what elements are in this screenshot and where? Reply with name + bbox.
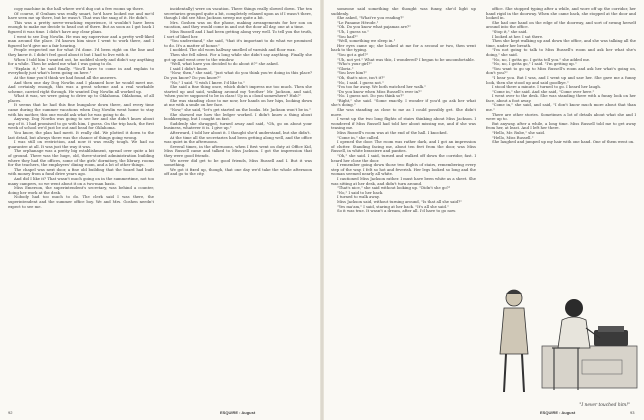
paragraph: Miss Jackson said, without turning around, "Is that all she said?" <box>337 198 462 204</box>
paragraph: She asked, "What're you reading?" <box>337 15 405 21</box>
paragraph: We got it fixed up, though, that one day we'd take the whole afternoon off and go to the city. <box>164 166 312 177</box>
paragraph: "You got a girl?" <box>337 51 369 57</box>
paragraph: "Oh, that's nice, isn't it?" <box>337 74 386 80</box>
paragraph: "No, no, I gotta go," I said. "I'm getting up." <box>492 61 577 67</box>
paragraph: I went up the two long flights of stairs thinking about Miss Jackson. I wondered if Miss Russell had told her about missing me, and if she was teasing me. <box>331 116 476 131</box>
paragraph: "Uh, I guess so." <box>337 28 369 34</box>
paragraph: I remember going down those two flights of stairs, remembering every step of the way. I felt so hot and feverish. Her legs looked so long and the woman seemed nearly all white. <box>331 162 476 177</box>
paragraph: "Oh. Do you know what pajamas are?" <box>337 24 411 30</box>
paragraph: "I'm not going to talk to Miss Russell's room and ask her what she's doing," she said. <box>486 47 636 57</box>
gutter <box>320 0 324 420</box>
paragraph: But anyway, after a while, a long time. Miss Russell told me to get away from her, at least. And I left her there. <box>486 120 636 131</box>
paragraph: "Hello, Mr. Rube," she said. <box>492 130 546 136</box>
paragraph: Miss Emerson, the superintendent's secretary, was behind a counter, doing her work at the desk. <box>8 185 154 195</box>
paragraph: She was standing as close to me as I could possibly get. She didn't move. <box>331 107 476 117</box>
paragraph: Of course, if Graham was really smart, he'd have looked me and me'd have seen me up there, but he wasn't. That was the snag of it. He didn't. <box>8 10 154 21</box>
paragraph: copy machine in the hall where we'd dug out a few rooms up there. <box>14 7 145 11</box>
paragraph: "Hello, Miss Russell." <box>492 134 534 140</box>
paragraph: "You love him?" <box>337 70 368 76</box>
text-column-3 <box>331 7 476 407</box>
paragraph: "No, I said. I guess not." <box>337 79 384 85</box>
paragraph: Then she kept walking up and down the office, and she was talking all the time, under her breath. <box>486 38 636 48</box>
desk <box>542 346 637 388</box>
paragraph: The chapel was next door, a fine old building that the board had built with money from a fund drive years ago. <box>8 166 154 177</box>
paragraph: I went over to the desk. She was standing there with a funny look on her face, about a foot away. <box>486 93 636 103</box>
paragraph: "Gloria." <box>337 65 354 71</box>
text-column-1 <box>8 7 154 407</box>
paragraph: "Well, something we sleep in." <box>337 38 396 44</box>
text-column-4 <box>486 7 636 271</box>
paragraph: She said a fine thing once, which didn't impress me too much. Then she started up and said, walking around my 'brother' Mr. Jackson, and said, 'when you're supposed to be in class! Up in a cloud somewhere? Huh?' <box>164 84 312 99</box>
paragraph: There are other stories. Sometimes a lot of details about what she and I were up to. <box>486 111 636 122</box>
paragraph: She showed me how the ledger worked. I didn't know a thing about bookkeeping, but I caught on fast. <box>164 111 312 122</box>
paragraph: So it was true. It wasn't a dream, after all. I'd have to go now. <box>337 208 457 214</box>
paragraph: "Now," she said, "let's get started on the books. Mr. Jackson won't be in." <box>170 107 311 113</box>
paragraph: "No, no, I gotta go. I gotta tell you." she added me. <box>492 56 591 62</box>
page-number-right: 93 <box>630 410 635 415</box>
illustration <box>482 268 640 400</box>
paragraph: We never did get to be good friends, Miss Russell and I. But it was something. <box>164 157 312 168</box>
paragraph: I looked at her. I sat there. <box>492 33 544 39</box>
paragraph: I was still on restriction, and now it was really tough. We had no guarantee at all. It was just the way it was. <box>8 139 154 149</box>
paragraph: I stood there a minute. I turned to go. I heard her laugh. <box>492 84 601 90</box>
paragraph: Anyway, Dog Nowlin was going to see her and she didn't know about any of it. I had promised to go with him, I guess. On the trip back, the first week of school we'd just be out and head for Oklahoma. <box>8 116 154 131</box>
paragraph: "No," I said. "I wish I knew. I'd like to." <box>170 79 245 85</box>
paragraph: someone said something she thought was funny, she'd light up suddenly. <box>331 7 476 16</box>
paragraph: "Le Paname Hérode." <box>337 19 379 25</box>
paragraph: "Oh," she said. I said, turned and walked off down the corridor, fast. I heard her close the door. <box>331 153 476 163</box>
paragraph: She had one hand on the edge of the doorway, and sort of swung herself around into the office. <box>486 19 636 30</box>
paragraph: It seems that he had this fine bungalow down there, and every time came during the summer vacations when Dog Nowlin went home to stay with his mother, this one would ask what he was going to do. <box>8 102 154 117</box>
paragraph: "Come in," she called. <box>337 134 380 140</box>
paragraph: "Do you know when Miss Russell's ever in?" <box>337 88 422 94</box>
paragraph: When I told him I wanted out, he nodded slowly and didn't say anything for a while. Then he asked me what I was going to do. <box>8 56 154 67</box>
paragraph: incidentally) were on vacation. There things really slowed down. The ten secretaries grouped quite a bit, completely relaxed upon as if I wasn't there, though I did see Miss Jackson sweep me quite a bit. <box>164 7 312 21</box>
paragraph: I opened the door. The room was rather dark, and I got an impression of clutter. Standing facing me, about ten feet from the door, was Miss Russell, in white brassiere and panties. <box>331 139 476 154</box>
paragraph: "Uh, not yet." What was this, I wondered? I began to be uncomfortable. <box>337 56 475 62</box>
paragraph: I nodded. The old worn hallway smelled of varnish and floor wax. <box>170 47 296 53</box>
paragraph: Miss Russell and I had been getting along very well. To tell you the truth, I sort of liked her. <box>164 28 312 39</box>
paragraph: And did I like it? That wasn't much going on in the summertime, not too many campers, so we went about it on a two-man basis. <box>8 175 154 186</box>
text-column-2 <box>164 7 312 407</box>
paragraph: "Yes ma'am," I said, staring at her back. "It's all she said." <box>337 203 449 209</box>
running-header-right: ESQUIRE : August <box>540 410 576 415</box>
paragraph: "Right," she said. "Some exactly. I wonder if you'd go ask her what she's doing." <box>331 97 476 108</box>
paragraph: Several times, in the afternoons, when I first went on duty at Office Kid, Miss Russell came and talked to Miss Jackson. I got the impression that they were good friends. <box>164 143 312 158</box>
running-header-left: ESQUIRE : August <box>220 410 256 415</box>
paragraph: "I'm too far away. We both watched her walk." <box>337 84 427 90</box>
paragraph: office. She stopped typing after a while, and wore off up the corridor, her hand rigid in the doorway. When she came back, she stopped at the door and looked in. <box>486 7 636 21</box>
paragraph: "No," I said to her back. <box>337 189 384 195</box>
page-number-left: 92 <box>8 410 13 415</box>
woman-body <box>558 317 590 348</box>
paragraph: "No. I guess not. Do you think so?" <box>337 93 405 99</box>
paragraph: At the time all the secretaries had been getting along well, and the office was quiet in the afternoons. <box>164 134 312 145</box>
paragraph: "That's nice," she said without looking up. "Didn't she go?" <box>337 185 451 191</box>
paragraph: "Come in," she said. And she said, "Come over here." <box>492 88 595 94</box>
paragraph: Afterward, I told her about it. I thought she'd understand, but she didn't. <box>170 130 311 136</box>
paragraph: "Well, what have you decided to do about it?" she asked. <box>170 61 279 67</box>
paragraph: Mrs. Goshen was on the phone, making arrangements for her son on vacation, and they would come in and out the door all day, one at a time. <box>164 19 312 30</box>
paragraph: Nobody had too much to do. The clerk said I was there, the superintendent and the summer office boy. We and Mrs. Goshen needn't expect to see me. <box>8 194 154 209</box>
paragraph: I went to see Dog Nowlin. He was my supervisor and a pretty well-liked man around the place. I'd known him since I went to work there, and I figured he'd give me a fair hearing. <box>8 33 154 48</box>
paragraph: At the time you'd think we had found all the answers. <box>14 74 118 80</box>
paragraph: She laughed and jumped up my hair with one hand. One of them went on. <box>492 139 635 145</box>
paragraph: What it was, we were going to drive up to Oklahoma. Oklahoma, of all places. <box>8 93 154 103</box>
woman-head <box>565 299 583 317</box>
paragraph: Her eyes came up; she looked at me for a second or two, then went back to the typing. <box>331 42 476 53</box>
paragraph: "Come in," she said, and said, "I don't know much more about that than me." <box>486 102 636 113</box>
boy-body <box>500 308 528 354</box>
paragraph: And then one day Dog Nowlin and I planned how he would meet me. And certainly enough, this was a great scheme and a real workable scheme, carried right through. He wanted Dog Nowlin all worked up. <box>8 79 154 94</box>
paragraph: People respected me for what I'd done. I'd been right on the line and they knew it. I didn't feel good about it but I had to live with it. <box>8 47 154 57</box>
paragraph: This was a pretty nerve-wracking experience, it wouldn't have been enough to make me decide to head out of there. But as soon as I got back I figured it was time. I didn't have any clear plans. <box>8 19 154 34</box>
paragraph: "You want to go up to Miss Russell's room and ask her what's going on, don't you?" <box>486 65 636 76</box>
paragraph: "Explain it," he said finally. "You'll have to come in and explain to everybody just what's been going on here." <box>8 65 154 76</box>
illustration-caption: "I never touched him!" <box>579 403 630 408</box>
paragraph: Suddenly she shrugged, turned away and said, "Oh, go on about your business, whatever it is. I give up." <box>164 120 312 131</box>
paragraph: "Now, then," she said, "just what do you think you're doing in this place? Do you know? Do you know?" <box>164 70 312 80</box>
paragraph: Miss Russell's room was at the end of the hall. I knocked. <box>337 130 448 136</box>
paragraph: I said I didn't know. <box>170 65 208 71</box>
paragraph: The orphanage was a pretty big establishment, spread over quite a bit of ground. There was the huge, old, three-storied administration building where they had the offices, some of the girls' dormitory, the library, rooms for the teachers, the employees' dining room, and a lot of other things. <box>8 148 154 168</box>
paragraph: Then she fell silent. For a long while she didn't say anything. Finally she got up and went over to the window. <box>164 51 312 62</box>
paragraph: I cautioned Miss Jackson rather. I must have been white as a sheet. She was sitting at her desk, and didn't turn around. <box>331 175 476 186</box>
paragraph: "You understand," she said, "that it's important to do what we promised to do. It's a matter of honor." <box>164 38 312 48</box>
paragraph: "I hear you. But I was, and I went up and saw her. She gave me a funny look, then she stood up and said goodbye." <box>486 74 636 85</box>
paragraph: "Who's your girl?" <box>337 61 372 67</box>
paragraph: I turned to walk away. <box>337 194 380 200</box>
paragraph: You know, the plan had merit. It really did. We plotted it down to the last detail, but always there was the chance of things going wrong. <box>8 130 154 140</box>
paragraph: She was standing close to me now, her hands on her hips, looking down at me with a smile on her face. <box>164 97 312 108</box>
paragraph: "Stop it," she said. <box>492 28 528 34</box>
paragraph: "You had?" <box>337 33 358 39</box>
